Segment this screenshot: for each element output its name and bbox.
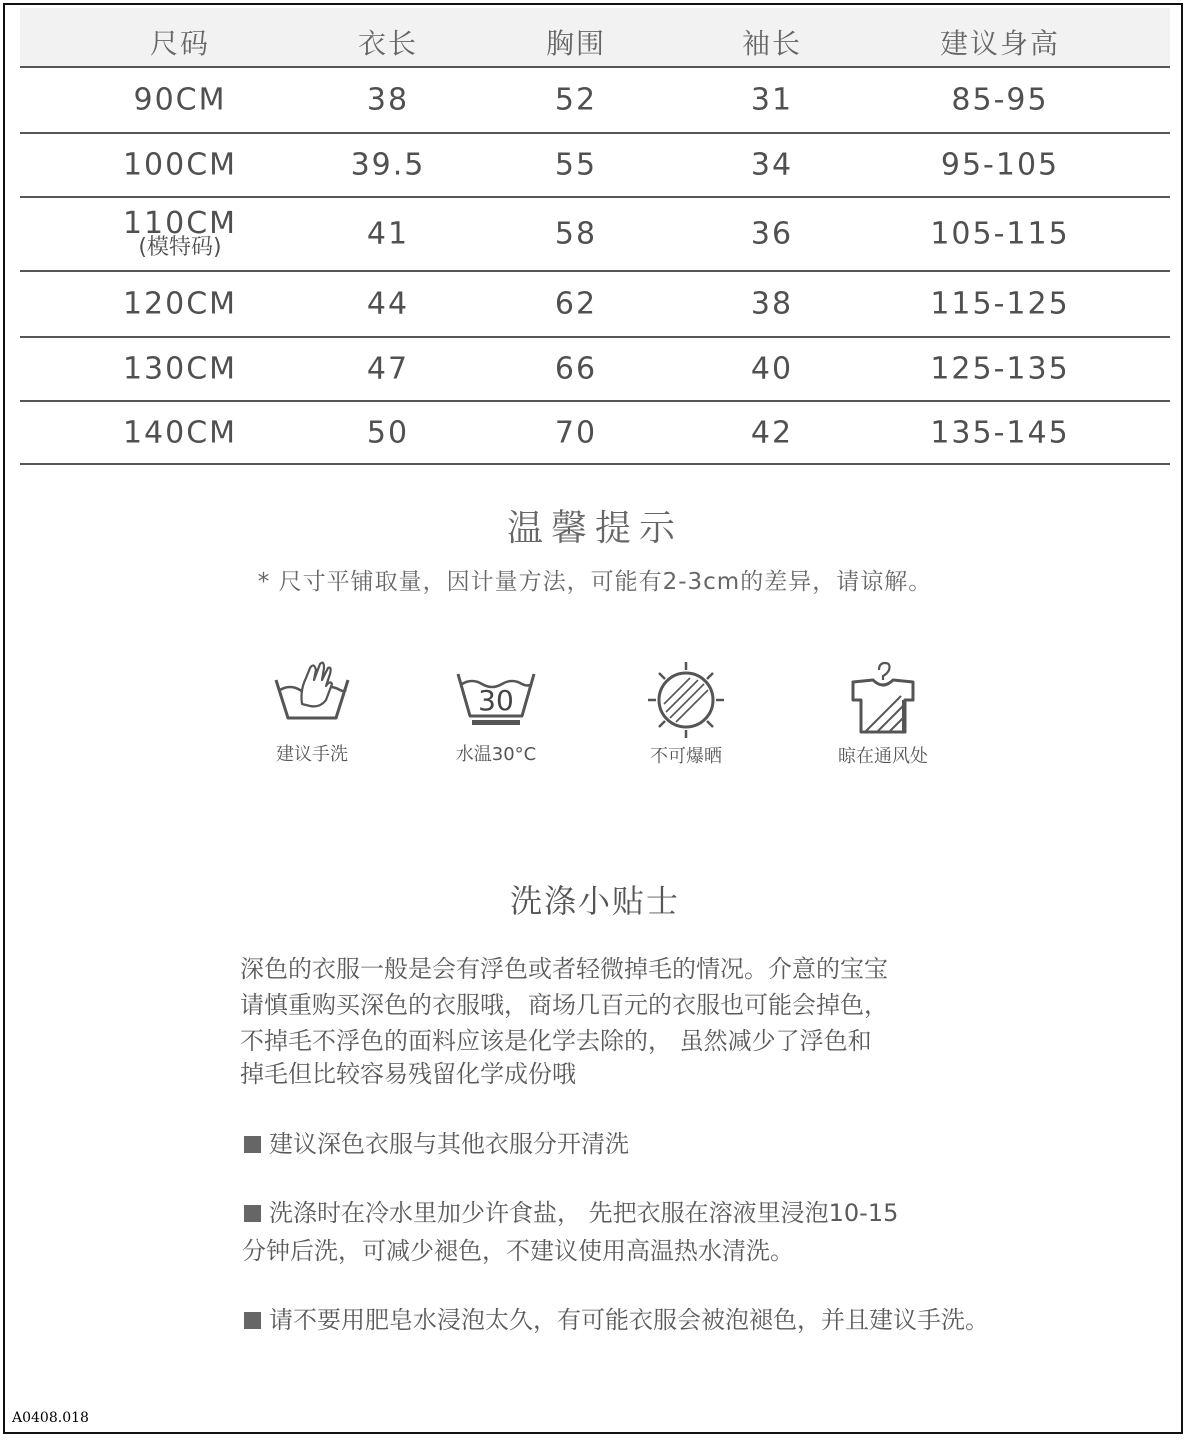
tips-paragraph-line: 不掉毛不浮色的面料应该是化学去除的， 虽然减少了浮色和: [240, 1027, 872, 1055]
tips-paragraph-line: 深色的衣服一般是会有浮色或者轻微掉毛的情况。介意的宝宝: [240, 955, 888, 983]
washing-tips-title: 洗涤小贴士: [509, 882, 680, 920]
cell-length: 38: [366, 82, 410, 118]
care-label: 建议手洗: [276, 744, 348, 765]
bullet-square-icon: [244, 1312, 261, 1329]
cell-sleeve: 34: [750, 147, 794, 183]
cell-chest: 52: [554, 82, 598, 118]
table-row: [20, 68, 1170, 134]
header-height: 建议身高: [939, 27, 1060, 60]
cell-chest: 70: [554, 415, 598, 450]
cell-size: 90CM: [133, 82, 227, 118]
cell-size: 100CM: [122, 147, 238, 183]
cell-sleeve: 36: [750, 216, 794, 252]
notice-title: 温馨提示: [506, 508, 683, 549]
cell-height: 135-145: [930, 415, 1070, 450]
table-row: [20, 272, 1170, 338]
cell-height: 125-135: [930, 351, 1070, 387]
care-item-hand-wash: [237, 660, 387, 766]
hand-wash-icon: [272, 660, 352, 726]
tips-bullet-text: 请不要用肥皂水浸泡太久，有可能衣服会被泡褪色，并且建议手洗。: [269, 1306, 989, 1334]
wash-30-icon: [456, 660, 536, 726]
cell-length: 39.5: [350, 147, 426, 183]
bullet-square-icon: [244, 1136, 261, 1153]
cell-height: 115-125: [930, 286, 1070, 322]
care-item-no-sun: [611, 660, 761, 768]
cell-length: 47: [366, 351, 410, 387]
care-item-wash-30: [421, 660, 571, 766]
no-sun-icon: [646, 660, 726, 740]
cell-sleeve: 31: [750, 82, 794, 118]
cell-height: 95-105: [940, 147, 1060, 183]
cell-chest: 55: [554, 147, 598, 183]
cell-size: [80, 206, 280, 260]
header-sleeve: 袖长: [741, 27, 802, 60]
cell-chest: 62: [554, 286, 598, 322]
cell-size-note: (模特码): [138, 235, 222, 260]
notice-text: * 尺寸平铺取量，因计量方法，可能有2-3cm的差异，请谅解。: [257, 569, 933, 595]
header-length: 衣长: [357, 27, 418, 60]
cell-size: 140CM: [122, 415, 238, 450]
cell-size-value: 110CM: [122, 206, 238, 241]
cell-length: 50: [366, 415, 410, 450]
table-row: [20, 338, 1170, 402]
bullet-square-icon: [244, 1205, 261, 1222]
cell-chest: 66: [554, 351, 598, 387]
cell-length: 44: [366, 286, 410, 322]
wash-temp-text: 30: [478, 684, 514, 717]
care-label: 不可爆晒: [650, 746, 722, 767]
cell-height: 85-95: [951, 82, 1049, 118]
cell-size: 130CM: [122, 351, 238, 387]
cell-size: 120CM: [122, 286, 238, 322]
cell-height: 105-115: [930, 216, 1070, 252]
tips-bullet: [244, 1195, 898, 1232]
care-item-hang-dry: [808, 660, 958, 768]
care-label: 水温30°C: [455, 744, 537, 765]
table-row: [20, 402, 1170, 465]
table-row: [20, 134, 1170, 198]
cell-chest: 58: [554, 216, 598, 252]
table-row: [20, 198, 1170, 272]
tips-bullet-continuation: 分钟后洗，可减少褪色，不建议使用高温热水清洗。: [242, 1237, 794, 1265]
hang-dry-shade-icon: [843, 660, 923, 740]
header-size: 尺码: [149, 27, 210, 60]
cell-sleeve: 38: [750, 286, 794, 322]
header-chest: 胸围: [545, 27, 606, 60]
tips-bullet-text: 洗涤时在冷水里加少许食盐， 先把衣服在溶液里浸泡10-15: [269, 1199, 899, 1227]
tips-bullet: [244, 1126, 629, 1163]
cell-sleeve: 40: [750, 351, 794, 387]
care-label: 晾在通风处: [838, 746, 928, 767]
cell-sleeve: 42: [750, 415, 794, 450]
tips-paragraph-line: 请慎重购买深色的衣服哦，商场几百元的衣服也可能会掉色，: [240, 991, 888, 1019]
tips-paragraph-line: 掉毛但比较容易残留化学成份哦: [240, 1060, 576, 1088]
product-code: A0408.018: [12, 1410, 89, 1426]
size-table-header: [20, 8, 1170, 68]
tips-bullet: [244, 1302, 989, 1339]
tips-bullet-text: 建议深色衣服与其他衣服分开清洗: [269, 1130, 629, 1158]
cell-length: 41: [366, 216, 410, 252]
